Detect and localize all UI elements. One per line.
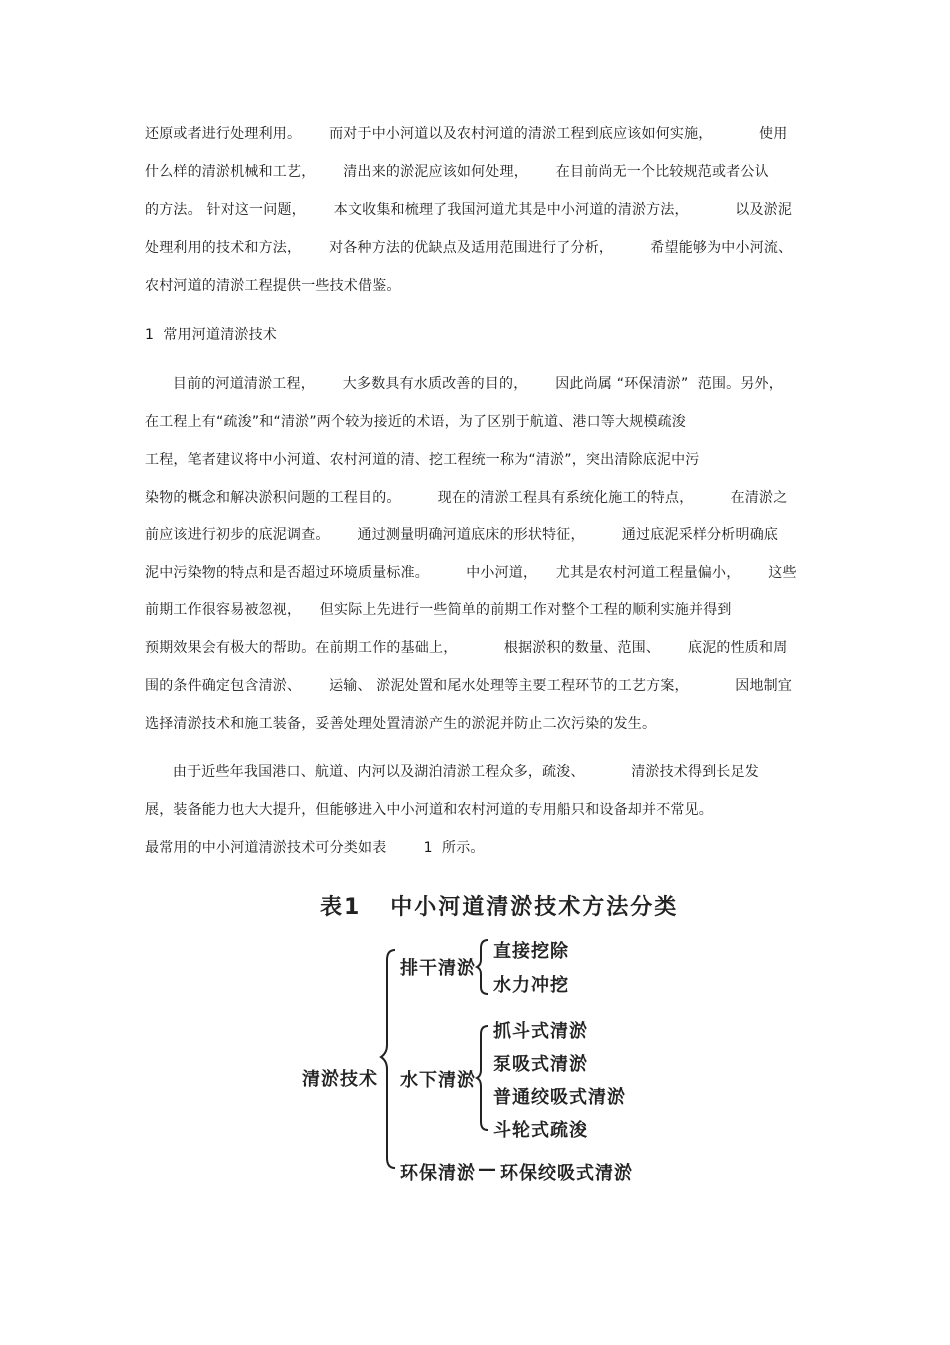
branch-1-item-1: 直接挖除 [493, 941, 569, 962]
intro-line-2: 什么样的清淤机械和工艺， 清出来的淤泥应该如何处理， 在目前尚无一个比较规范或者公认 [145, 164, 769, 180]
para2-line-3: 工程，笔者建议将中小河道、农村河道的清、挖工程统一称为“清淤”，突出清除底泥中污 [145, 452, 700, 468]
para2-line-6: 泥中污染物的特点和是否超过环境质量标准。 中小河道， 尤其是农村河道工程量偏小， 这些 [145, 565, 797, 581]
bracket-lines [290, 890, 670, 1200]
branch-1-item-2: 水力冲挖 [493, 975, 569, 996]
para3-line-1: 由于近些年我国港口、航道、内河以及湖泊清淤工程众多，疏浚、 清淤技术得到长足发 [145, 764, 760, 780]
para2-line-5: 前应该进行初步的底泥调查。 通过测量明确河道底床的形状特征， 通过底泥采样分析明确底 [145, 527, 779, 543]
para2-line-4: 染物的概念和解决淤积问题的工程目的。 现在的清淤工程具有系统化施工的特点， 在清淤之 [145, 490, 788, 506]
branch-2-item-2: 泵吸式清淤 [493, 1054, 588, 1075]
intro-line-1: 还原或者进行处理利用。 而对于中小河道以及农村河道的清淤工程到底应该如何实施， 使用 [145, 126, 788, 142]
para2-line-8: 预期效果会有极大的帮助。在前期工作的基础上， 根据淤积的数量、范围、 底泥的性质和周 [145, 640, 788, 656]
branch2-bracket [477, 1026, 488, 1130]
para2-line-2: 在工程上有“疏浚”和“清淤”两个较为接近的术语，为了区别于航道、港口等大规模疏浚 [145, 414, 687, 430]
branch1-bracket [477, 940, 488, 994]
table-1-title: 表1 中小河道清淤技术方法分类 [320, 895, 679, 920]
para2-line-9: 围的条件确定包含清淤、 运输、 淤泥处置和尾水处理等主要工程环节的工艺方案， 因地制宜 [145, 678, 793, 694]
para3-line-3: 最常用的中小河道清淤技术可分类如表 1 所示。 [145, 840, 485, 856]
para2-line-7: 前期工作很容易被忽视， 但实际上先进行一些简单的前期工作对整个工程的顺利实施并得到 [145, 602, 732, 618]
branch-1-label: 排干清淤 [400, 958, 476, 979]
branch-2-item-3: 普通绞吸式清淤 [493, 1087, 626, 1108]
table-1-figure [290, 890, 679, 1200]
root-bracket [381, 950, 395, 1168]
branch-2-label: 水下清淤 [400, 1070, 476, 1091]
para2-line-1: 目前的河道清淤工程， 大多数具有水质改善的目的， 因此尚属 “环保清淤” 范围。另外， [145, 376, 783, 392]
branch-3-item: 环保绞吸式清淤 [500, 1163, 633, 1184]
intro-line-5: 农村河道的清淤工程提供一些技术借鉴。 [145, 278, 401, 294]
branch-2-item-4: 斗轮式疏浚 [493, 1120, 588, 1141]
intro-line-4: 处理利用的技术和方法， 对各种方法的优缺点及适用范围进行了分析， 希望能够为中小河流、 [145, 240, 793, 256]
branch-3-dash: — [478, 1159, 497, 1180]
section-heading: 1 常用河道清淤技术 [145, 327, 278, 343]
branch-2-item-1: 抓斗式清淤 [493, 1021, 588, 1042]
root-label: 清淤技术 [302, 1069, 378, 1090]
branch-3-label: 环保清淤 [400, 1163, 476, 1184]
para2-line-10: 选择清淤技术和施工装备，妥善处理处置清淤产生的淤泥并防止二次污染的发生。 [145, 716, 657, 732]
para3-line-2: 展，装备能力也大大提升，但能够进入中小河道和农村河道的专用船只和设备却并不常见。 [145, 802, 713, 818]
intro-line-3: 的方法。 针对这一问题， 本文收集和梳理了我国河道尤其是中小河道的清淤方法， 以及淤泥 [145, 202, 793, 218]
